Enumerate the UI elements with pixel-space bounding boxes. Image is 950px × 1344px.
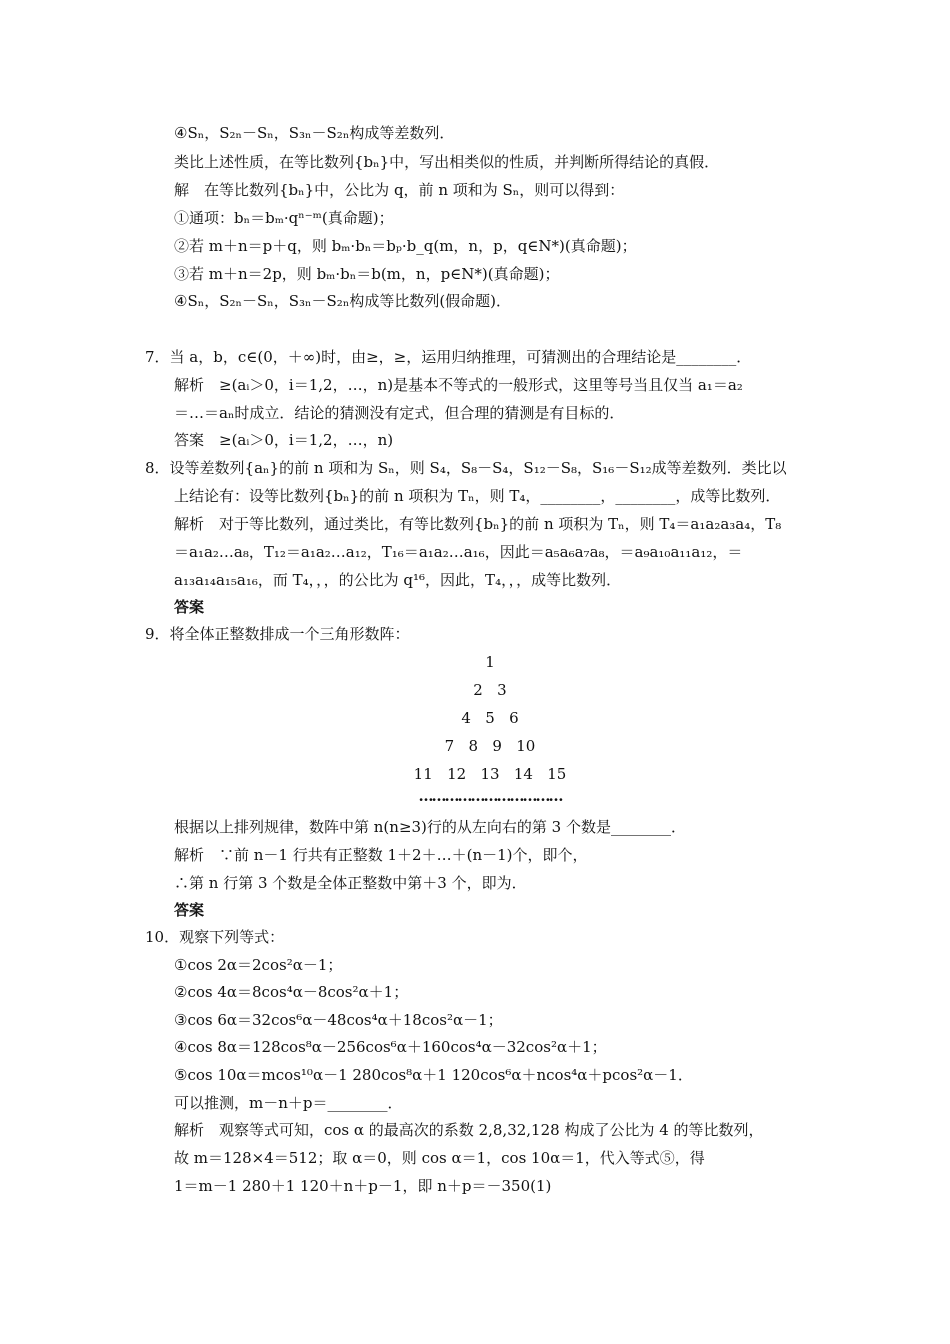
- text-line: 类比上述性质，在等比数列{bₙ}中，写出相类似的性质，并判断所得结论的真假．: [174, 153, 720, 171]
- analysis-line: 解析 对于等比数列，通过类比，有等比数列{bₙ}的前 n 项积为 Tₙ，则 T₄＝a₁a₂a₃a₄，T₈: [174, 515, 782, 533]
- analysis-line: ＝a₁a₂…a₈，T₁₂＝a₁a₂…a₁₂，T₁₆＝a₁a₂…a₁₆，因此＝a₅a₆a₇a₈，＝a₉a₁₀a₁₁a₁₂，＝: [174, 543, 743, 561]
- text-line: ④Sₙ，S₂ₙ－Sₙ，S₃ₙ－S₂ₙ构成等差数列．: [174, 124, 455, 142]
- answer-line: 答案 ≥(aᵢ＞0，i＝1,2，…，n): [174, 431, 394, 449]
- question-7: 7．当 a，b，c∈(0，＋∞)时，由≥，≥，运用归纳推理，可猜测出的合理结论是________．: [145, 348, 752, 366]
- question-10-cont: 可以推测，m－n＋p＝________．: [174, 1094, 403, 1112]
- text-line: ①通项：bₙ＝bₘ·qⁿ⁻ᵐ(真命题)；: [174, 209, 394, 227]
- analysis-line: 1＝m－1 280＋1 120＋n＋p－1，即 n＋p＝－350(1): [174, 1177, 552, 1195]
- answer-label: 答案: [174, 901, 205, 919]
- equation-line: ④cos 8α＝128cos⁸α－256cos⁶α＋160cos⁴α－32cos²α＋1；: [174, 1038, 607, 1056]
- analysis-line: 解析 观察等式可知，cos α 的最高次的系数 2,8,32,128 构成了公比为 4 的等比数列，: [174, 1121, 764, 1139]
- analysis-line: a₁₃a₁₄a₁₅a₁₆，而 T₄，，，的公比为 q¹⁶，因此，T₄，，，成等比数列．: [174, 571, 622, 589]
- question-10: 10．观察下列等式：: [145, 928, 285, 946]
- analysis-line: 解析 ≥(aᵢ＞0，i＝1,2，…，n)是基本不等式的一般形式，这里等号当且仅当 a₁＝a₂: [174, 376, 743, 394]
- equation-line: ⑤cos 10α＝mcos¹⁰α－1 280cos⁸α＋1 120cos⁶α＋ncos⁴α＋pcos²α－1．: [174, 1066, 693, 1084]
- equation-line: ②cos 4α＝8cos⁴α－8cos²α＋1；: [174, 983, 409, 1001]
- triangle-row: 7 8 9 10: [444, 737, 536, 755]
- question-9-cont: 根据以上排列规律，数阵中第 n(n≥3)行的从左向右的第 3 个数是________．: [174, 818, 686, 836]
- triangle-row: 1: [485, 653, 495, 671]
- analysis-line: 故 m＝128×4＝512；取 α＝0，则 cos α＝1，cos 10α＝1，代入等式⑤，得: [174, 1149, 705, 1167]
- triangle-row: 4 5 6: [461, 709, 519, 727]
- triangle-row: 11 12 13 14 15: [413, 765, 567, 783]
- analysis-line: ＝…＝aₙ时成立．结论的猜测没有定式，但合理的猜测是有目标的．: [174, 404, 625, 422]
- text-line: ④Sₙ，S₂ₙ－Sₙ，S₃ₙ－S₂ₙ构成等比数列(假命题)．: [174, 292, 512, 310]
- text-line: ③若 m＋n＝2p，则 bₘ·bₙ＝b(m，n，p∈N*)(真命题)；: [174, 265, 560, 283]
- question-9: 9．将全体正整数排成一个三角形数阵：: [145, 625, 410, 643]
- answer-label: 答案: [174, 598, 205, 616]
- equation-line: ①cos 2α＝2cos²α－1；: [174, 956, 343, 974]
- question-8: 8．设等差数列{aₙ}的前 n 项和为 Sₙ，则 S₄，S₈－S₄，S₁₂－S₈，S₁₆－S₁₂成等差数列．类比以: [145, 459, 787, 477]
- triangle-dots: ……………………………: [418, 787, 562, 805]
- question-8-cont: 上结论有：设等比数列{bₙ}的前 n 项积为 Tₙ，则 T₄，________，________，成等比数列．: [174, 487, 781, 505]
- analysis-line: ∴第 n 行第 3 个数是全体正整数中第＋3 个，即为．: [174, 874, 527, 892]
- equation-line: ③cos 6α＝32cos⁶α－48cos⁴α＋18cos²α－1；: [174, 1011, 503, 1029]
- text-line: 解 在等比数列{bₙ}中，公比为 q，前 n 项和为 Sₙ，则可以得到：: [174, 181, 625, 199]
- triangle-row: 2 3: [473, 681, 507, 699]
- text-line: ②若 m＋n＝p＋q，则 bₘ·bₙ＝bₚ·b_q(m，n，p，q∈N*)(真命题)；: [174, 237, 637, 255]
- analysis-line: 解析 ∵前 n－1 行共有正整数 1＋2＋…＋(n－1)个，即个，: [174, 846, 588, 864]
